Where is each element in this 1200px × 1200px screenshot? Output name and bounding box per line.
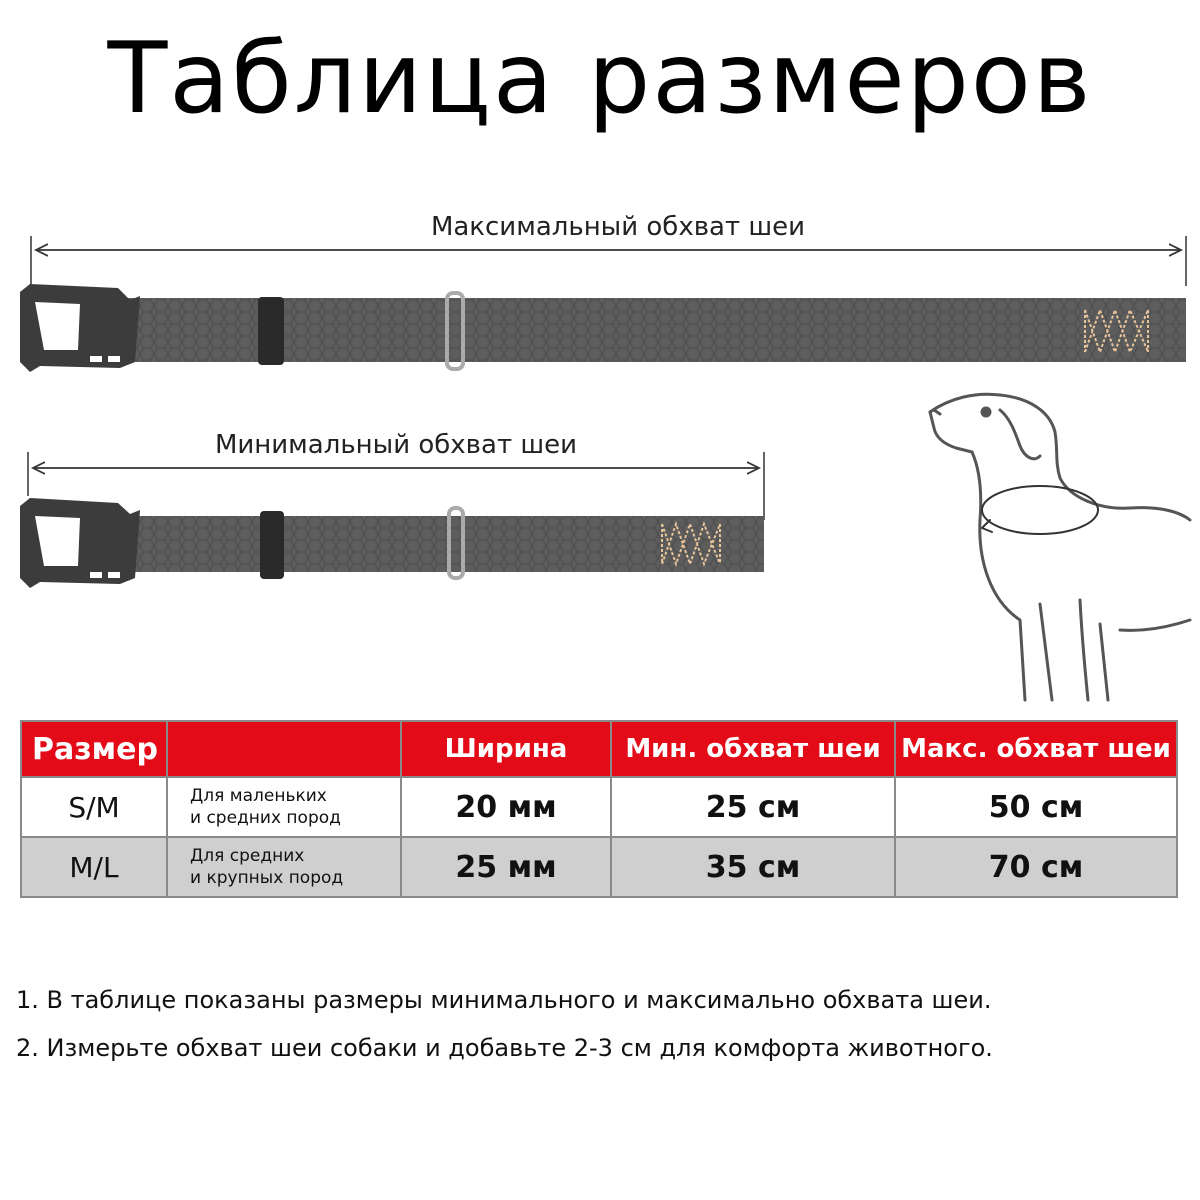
header-description (167, 721, 401, 777)
max-girth-cell: 70 см (895, 837, 1177, 897)
note-item: 2. Измерьте обхват шеи собаки и добавьте 2-3 см для комфорта животного. (16, 1034, 993, 1062)
dog-illustration (930, 394, 1190, 700)
width-cell: 20 мм (401, 777, 611, 837)
buckle (20, 284, 140, 372)
collar-max (20, 284, 1186, 372)
min-girth-cell: 25 см (611, 777, 895, 837)
table-header-row (21, 721, 1177, 777)
page-title: Таблица размеров (107, 22, 1093, 136)
description-line: Для маленьких (190, 786, 327, 806)
width-cell: 25 мм (401, 837, 611, 897)
keeper-loop (260, 511, 284, 579)
size-cell: S/M (21, 777, 167, 837)
table-row (21, 837, 1177, 897)
notes (16, 986, 993, 1082)
description-line: Для средних (190, 846, 305, 866)
description-cell (167, 837, 401, 897)
collar-min (20, 498, 764, 588)
header-width: Ширина (401, 721, 611, 777)
description-cell (167, 777, 401, 837)
size-table (20, 720, 1178, 898)
header-min-girth: Мин. обхват шеи (611, 721, 895, 777)
header-size: Размер (21, 721, 167, 777)
min-girth-label: Минимальный обхват шеи (214, 430, 578, 460)
note-item: 1. В таблице показаны размеры минимального и максимально обхвата шеи. (16, 986, 992, 1014)
table-row (21, 777, 1177, 837)
description-line: и средних пород (190, 808, 341, 828)
min-girth-dimension (28, 452, 764, 520)
header-max-girth: Макс. обхват шеи (895, 721, 1177, 777)
max-girth-label: Максимальный обхват шеи (430, 212, 806, 242)
max-girth-dimension (31, 236, 1186, 286)
min-girth-cell: 35 см (611, 837, 895, 897)
size-cell: M/L (21, 837, 167, 897)
max-girth-cell: 50 см (895, 777, 1177, 837)
buckle (20, 498, 140, 588)
keeper-loop (258, 297, 284, 365)
description-line: и крупных пород (190, 868, 344, 888)
